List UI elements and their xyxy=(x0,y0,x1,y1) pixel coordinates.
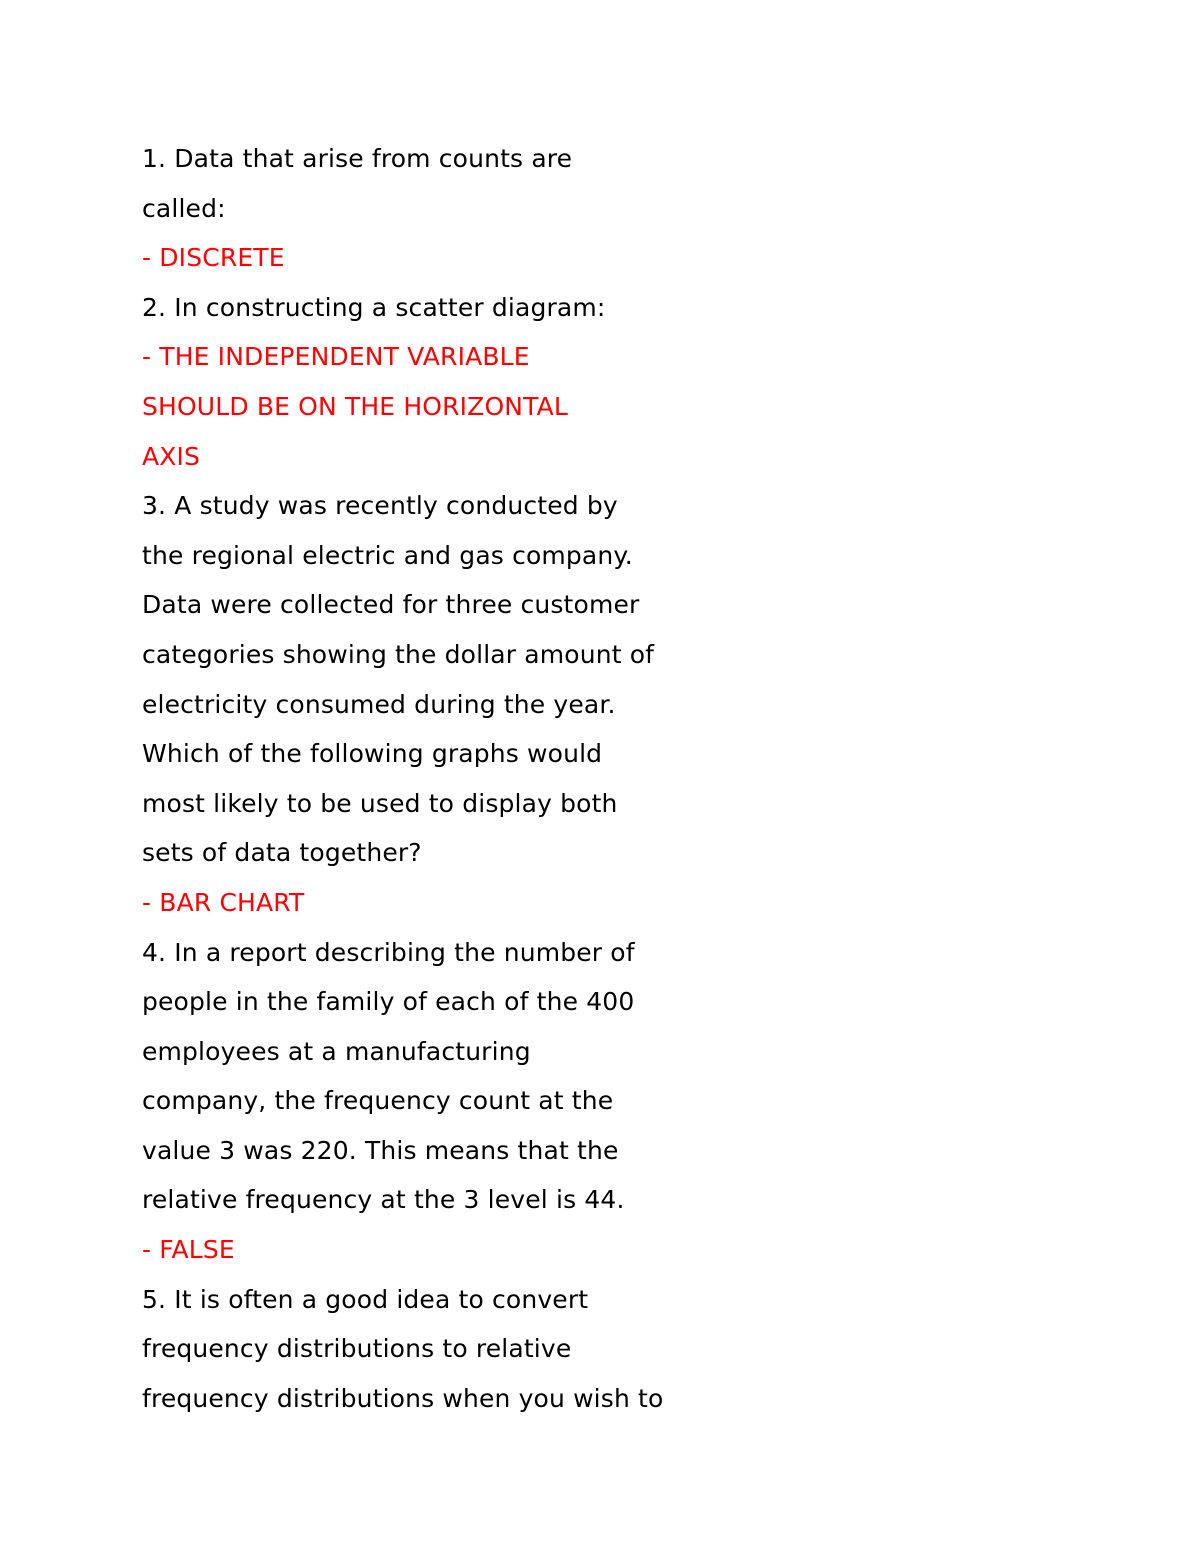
answer-2-line-1: - THE INDEPENDENT VARIABLE xyxy=(142,342,530,372)
question-3-line-5: electricity consumed during the year. xyxy=(142,689,616,719)
question-5-line-1: 5. It is often a good idea to convert xyxy=(142,1284,589,1314)
question-2-line-1: 2. In constructing a scatter diagram: xyxy=(142,292,606,322)
question-4-line-6: relative frequency at the 3 level is 44. xyxy=(142,1185,625,1215)
question-4-line-5: value 3 was 220. This means that the xyxy=(142,1135,619,1165)
question-3-line-4: categories showing the dollar amount of xyxy=(142,639,655,669)
question-3-line-6: Which of the following graphs would xyxy=(142,739,603,769)
answer-2-line-3: AXIS xyxy=(142,441,201,471)
question-5-line-2: frequency distributions to relative xyxy=(142,1334,572,1364)
question-1-line-1: 1. Data that arise from counts are xyxy=(142,144,573,173)
answer-3: - BAR CHART xyxy=(142,887,305,917)
question-3-line-2: the regional electric and gas company. xyxy=(142,540,633,570)
answer-1: - DISCRETE xyxy=(142,243,285,273)
question-4-line-2: people in the family of each of the 400 xyxy=(142,987,635,1017)
question-3-line-8: sets of data together? xyxy=(142,838,422,868)
question-1-line-2: called: xyxy=(142,193,226,223)
question-5-line-3: frequency distributions when you wish to xyxy=(142,1383,664,1413)
question-3-line-1: 3. A study was recently conducted by xyxy=(142,491,618,521)
answer-2-line-2: SHOULD BE ON THE HORIZONTAL xyxy=(142,391,568,421)
question-3-line-7: most likely to be used to display both xyxy=(142,788,618,818)
question-4-line-3: employees at a manufacturing xyxy=(142,1036,531,1066)
document-body xyxy=(142,134,762,1423)
answer-4: - FALSE xyxy=(142,1235,235,1265)
question-4-line-1: 4. In a report describing the number of xyxy=(142,937,635,967)
question-4-line-4: company, the frequency count at the xyxy=(142,1086,614,1116)
question-3-line-3: Data were collected for three customer xyxy=(142,590,640,620)
